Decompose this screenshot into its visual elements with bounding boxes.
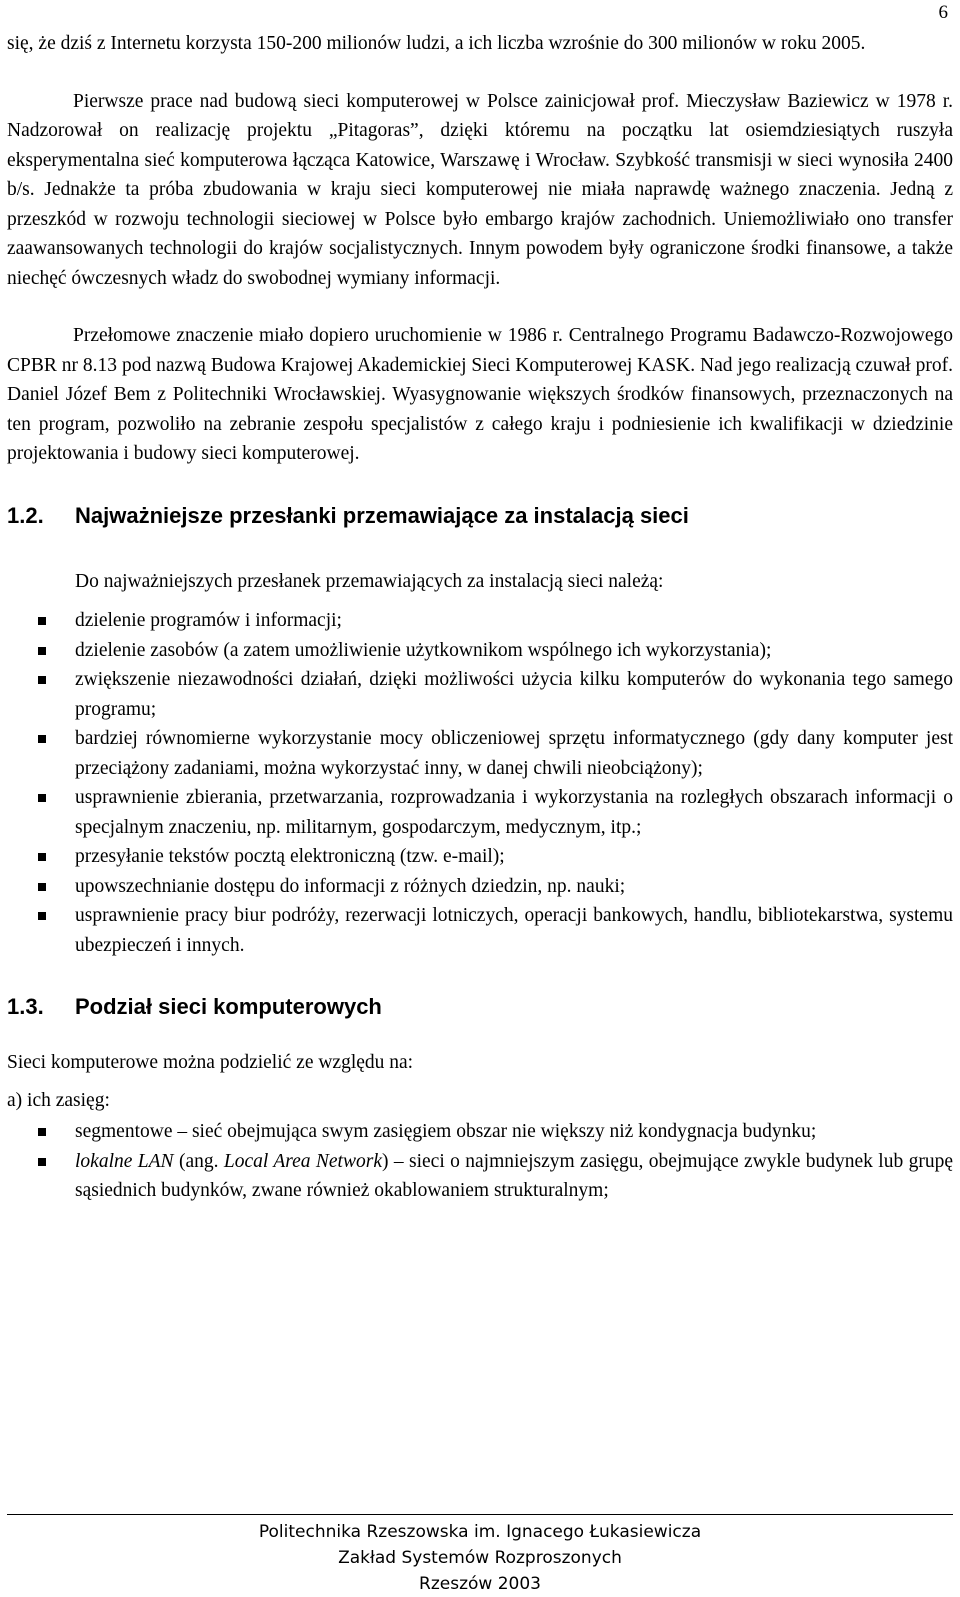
bullet-square-icon <box>38 735 46 743</box>
bullet-square-icon <box>38 853 46 861</box>
bullet-square-icon <box>38 912 46 920</box>
bullet-square-icon <box>38 1128 46 1136</box>
footer-place-year: Rzeszów 2003 <box>419 1574 541 1594</box>
list-item: usprawnienie pracy biur podróży, rezerwacji lotniczych, operacji bankowych, handlu, bibliotekarstwa, systemu ubezpieczeń i innych. <box>7 901 953 960</box>
list-item: dzielenie zasobów (a zatem umożliwienie użytkownikom wspólnego ich wykorzystania); <box>7 636 953 666</box>
paragraph-kask: Przełomowe znaczenie miało dopiero uruchomienie w 1986 r. Centralnego Programu Badawczo-Rozwojowego CPBR nr 8.13 pod nazwą Budowa Krajowej Akademickiej Sieci Komputerowej KASK. Nad jego realizacją czuwał prof. Daniel Józef Bem z Politechniki Wrocławskiej. Wyasygnowanie większych środków finansowych, przeznaczonych na ten program, pozwoliło na zebranie zespołu specjalistów z całego kraju i podniesienie ich kwalifikacji w dziedzinie projektowania i budowy sieci komputerowej. <box>7 325 953 464</box>
page-footer <box>7 1514 953 1597</box>
list-item: bardziej równomierne wykorzystanie mocy obliczeniowej sprzętu informatycznego (gdy dany komputer jest przeciążony zadaniami, można wykorzystać inny, w danej chwili nieobciążony); <box>7 724 953 783</box>
paragraph-continuation: się, że dziś z Internetu korzysta 150-200 milionów ludzi, a ich liczba wzrośnie do 300 milionów w roku 2005. <box>7 33 866 54</box>
network-types-list <box>7 1117 953 1206</box>
section-intro: Do najważniejszych przesłanek przemawiających za instalacją sieci należą: <box>75 570 664 592</box>
list-item: upowszechnianie dostępu do informacji z różnych dziedzin, np. nauki; <box>7 872 953 902</box>
list-item: usprawnienie zbierania, przetwarzania, rozprowadzania i wykorzystania na rozległych obszarach informacji o specjalnym znaczeniu, np. militarnym, gospodarczym, medycznym, itp.; <box>7 783 953 842</box>
list-item: segmentowe – sieć obejmująca swym zasięgiem obszar nie większy niż kondygnacja budynku; <box>7 1117 953 1147</box>
list-item: zwiększenie niezawodności działań, dzięki możliwości użycia kilku komputerów do wykonania tego samego programu; <box>7 665 953 724</box>
bullet-square-icon <box>38 794 46 802</box>
section-number: 1.2. <box>7 502 44 528</box>
list-item: dzielenie programów i informacji; <box>7 606 953 636</box>
section-title: Podział sieci komputerowych <box>75 994 382 1019</box>
footer-university: Politechnika Rzeszowska im. Ignacego Łukasiewicza <box>258 1522 702 1542</box>
bullet-square-icon <box>38 647 46 655</box>
bullet-square-icon <box>38 883 46 891</box>
document-body <box>7 29 953 1206</box>
section-heading-1-2 <box>7 501 953 531</box>
paragraph-history: Pierwsze prace nad budową sieci komputerowej w Polsce zainicjował prof. Mieczysław Baziewicz w 1978 r. Nadzorował on realizację projektu „Pitagoras”, dzięki któremu na początku lat osiemdziesiątych ruszyła eksperymentalna sieć komputerowa łącząca Katowice, Warszawę i Wrocław. Szybkość transmisji w sieci wynosiła 2400 b/s. Jednakże ta próba zbudowania w kraju sieci komputerowej nie miała naprawdę ważnego znaczenia. Jedną z przeszkód w rozwoju technologii sieciowej w Polsce było embargo krajów zachodnich. Uniemożliwiało ono transfer zaawansowanych technologii do krajów socjalistycznych. Innym powodem były ograniczone środki finansowe, a także niechęć ówczesnych władz do swobodnej wymiany informacji. <box>7 90 953 289</box>
subsection-label: a) ich zasięg: <box>7 1089 110 1111</box>
bullet-square-icon <box>38 617 46 625</box>
list-item: przesyłanie tekstów pocztą elektroniczną (tzw. e-mail); <box>7 842 953 872</box>
bullet-square-icon <box>38 1158 46 1166</box>
section-title: Najważniejsze przesłanki przemawiające za instalacją sieci <box>75 502 689 528</box>
list-item: lokalne LAN (ang. Local Area Network) – sieci o najmniejszym zasięgu, obejmujące zwykle budynek lub grupę sąsiednich budynków, zwane również okablowaniem strukturalnym; <box>7 1147 953 1206</box>
section-heading-1-3 <box>7 992 953 1022</box>
reasons-list <box>7 606 953 960</box>
footer-department: Zakład Systemów Rozproszonych <box>338 1548 622 1568</box>
page-number: 6 <box>938 2 948 23</box>
bullet-square-icon <box>38 676 46 684</box>
section-number: 1.3. <box>7 994 44 1019</box>
section-intro: Sieci komputerowe można podzielić ze względu na: <box>7 1052 414 1073</box>
